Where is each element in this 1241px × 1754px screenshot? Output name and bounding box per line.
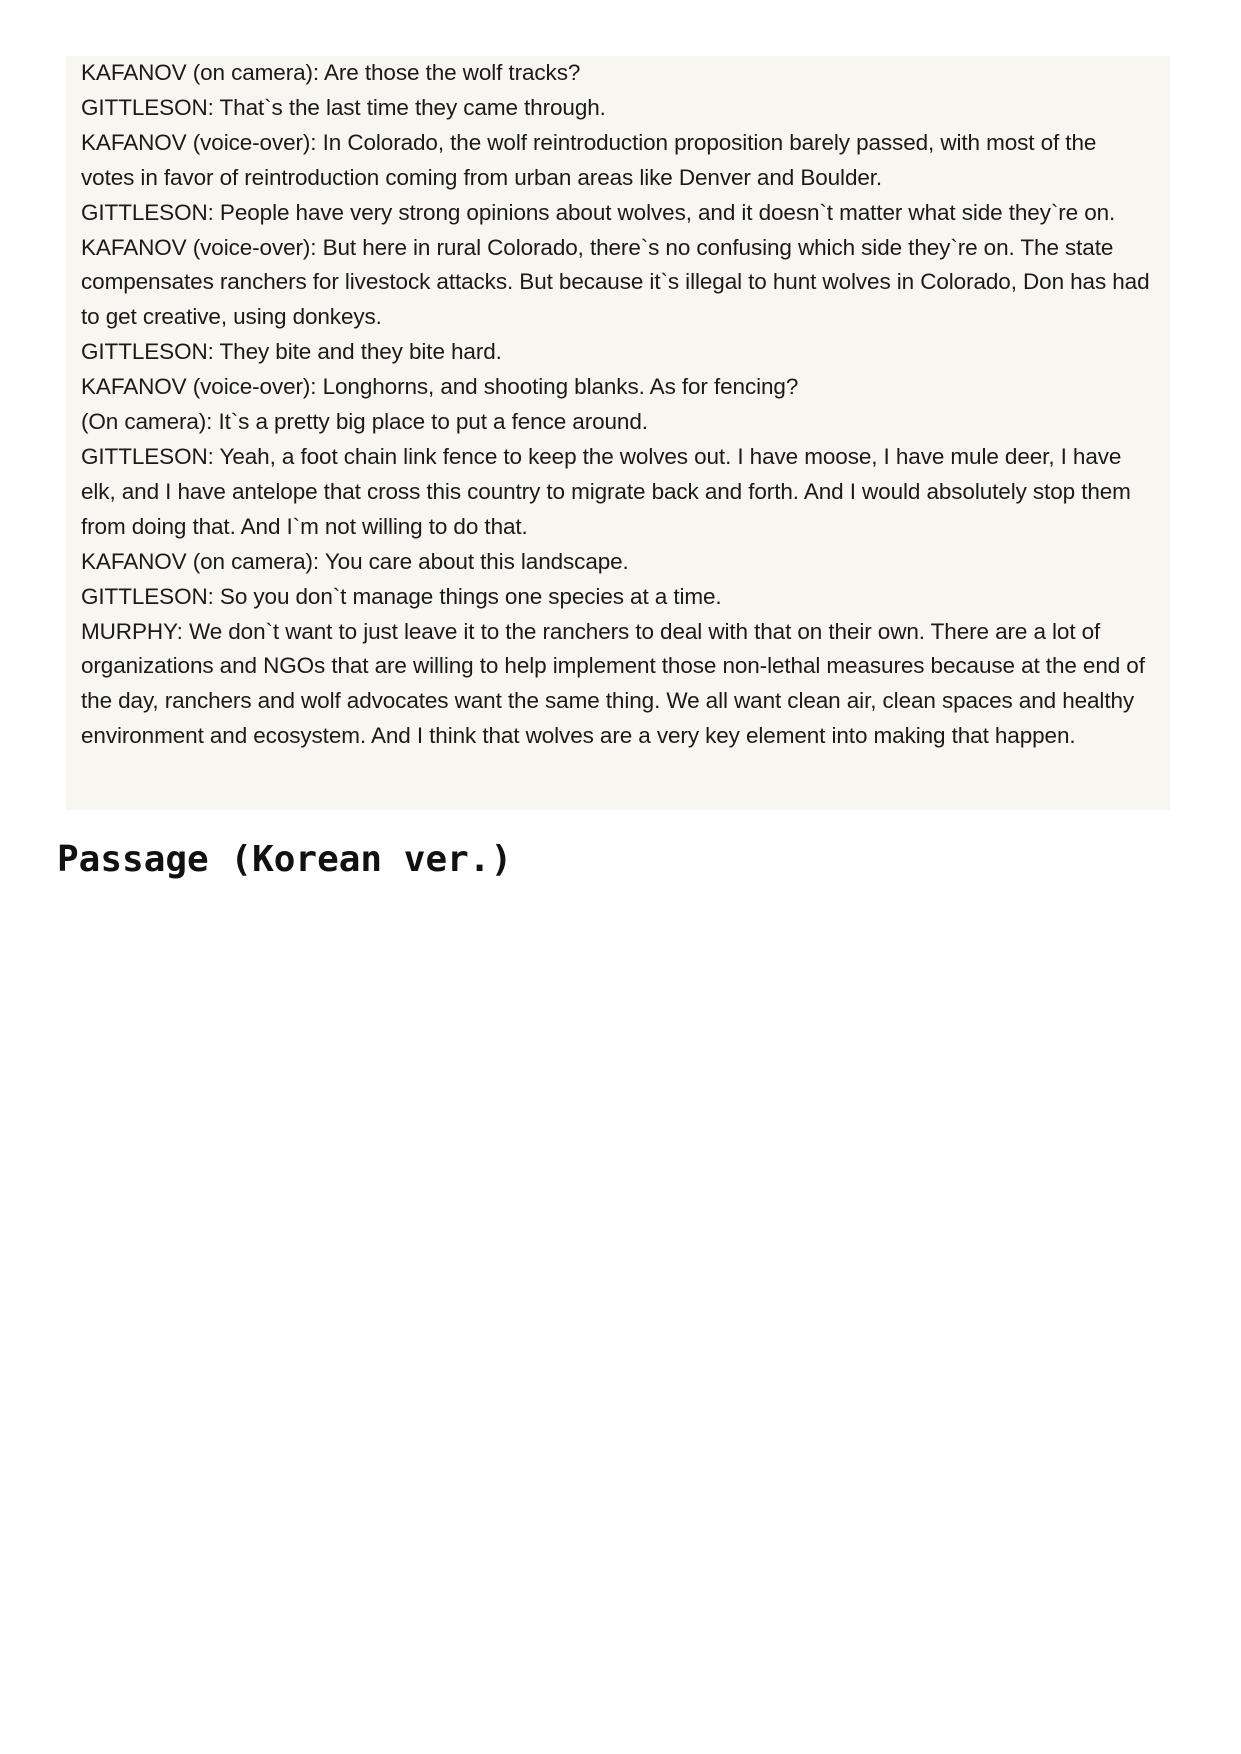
passage-line: KAFANOV (voice-over): Longhorns, and shooting blanks. As for fencing? bbox=[81, 374, 799, 400]
passage-line: GITTLESON: They bite and they bite hard. bbox=[81, 339, 502, 365]
section-heading-korean-passage: Passage (Korean ver.) bbox=[57, 839, 513, 880]
passage-line: GITTLESON: That`s the last time they came through. bbox=[81, 94, 606, 120]
passage-english-box bbox=[66, 56, 1170, 810]
passage-line: KAFANOV (voice-over): In Colorado, the wolf reintroduction proposition barely passed, with most of the votes in favor of reintroduction coming from urban areas like Denver and Boulder. bbox=[81, 129, 1097, 190]
passage-line: GITTLESON: So you don`t manage things one species at a time. bbox=[81, 583, 722, 609]
passage-line: MURPHY: We don`t want to just leave it to the ranchers to deal with that on their own. There are a lot of organizations and NGOs that are willing to help implement those non-lethal measures because at the end of the day, ranchers and wolf advocates want the same thing. We all want clean air, clean spaces and healthy environment and ecosystem. And I think that wolves are a very key element into making that happen. bbox=[81, 618, 1145, 749]
passage-line: GITTLESON: People have very strong opinions about wolves, and it doesn`t matter what side they`re on. bbox=[81, 199, 1116, 225]
passage-line: KAFANOV (voice-over): But here in rural Colorado, there`s no confusing which side they`re on. The state compensates ranchers for livestock attacks. But because it`s illegal to hunt wolves in Colorado, Don has had to get creative, using donkeys. bbox=[81, 234, 1150, 330]
passage-line: GITTLESON: Yeah, a foot chain link fence to keep the wolves out. I have moose, I have mule deer, I have elk, and I have antelope that cross this country to migrate back and forth. And I would absolutely stop them from doing that. And I`m not willing to do that. bbox=[81, 443, 1131, 539]
passage-line: KAFANOV (on camera): Are those the wolf tracks? bbox=[81, 60, 581, 85]
passage-line: (On camera): It`s a pretty big place to put a fence around. bbox=[81, 409, 648, 435]
passage-line: KAFANOV (on camera): You care about this landscape. bbox=[81, 548, 629, 574]
